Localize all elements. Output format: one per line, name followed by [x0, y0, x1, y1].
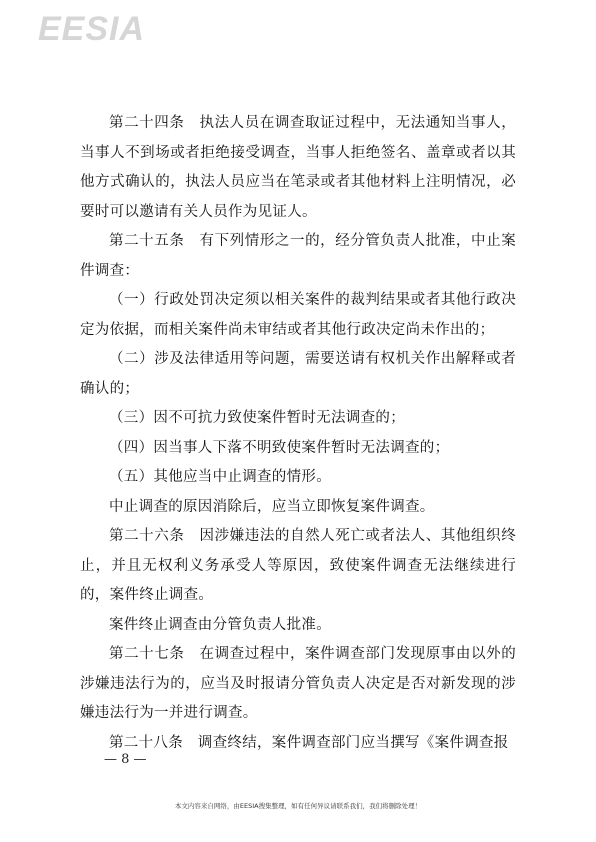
list-item-3: （三）因不可抗力致使案件暂时无法调查的；: [109, 410, 405, 426]
paragraph-resume-investigation: 中止调查的原因消除后，应当立即恢复案件调查。: [109, 498, 435, 515]
paragraph-termination-approval: 案件终止调查由分管负责人批准。: [109, 616, 331, 633]
footer-disclaimer: 本文内容来自网络，由EESIA搜集整理，如有任何异议请联系我们，我们将删除处理！: [174, 802, 422, 810]
paragraph-article-27: 第二十七条 在调查过程中，案件调查部门发现原事由以外的涉嫌违法行为的，应当及时报请分管负责人决定是否对新发现的涉嫌违法行为一并进行调查。: [80, 646, 516, 721]
list-item-1: （一）行政处罚决定须以相关案件的裁判结果或者其他行政决定为依据，而相关案件尚未审结或者其他行政决定尚未作出的；: [80, 292, 516, 338]
paragraph-article-24: 第二十四条 执法人员在调查取证过程中，无法通知当事人，当事人不到场或者拒绝接受调查，当事人拒绝签名、盖章或者以其他方式确认的，执法人员应当在笔录或者其他材料上注明情况，必要时可以邀请有关人员作为见证人。: [80, 115, 516, 220]
list-item-2: （二）涉及法律适用等问题，需要送请有权机关作出解释或者确认的；: [80, 351, 516, 397]
list-item-4: （四）因当事人下落不明致使案件暂时无法调查的；: [109, 439, 450, 456]
eesia-logo: EESIA: [38, 10, 146, 48]
document-body: [80, 109, 516, 758]
paragraph-article-26: 第二十六条 因涉嫌违法的自然人死亡或者法人、其他组织终止，并且无权利义务承受人等原因，致使案件调查无法继续进行的，案件终止调查。: [80, 528, 516, 603]
paragraph-article-25: 第二十五条 有下列情形之一的，经分管负责人批准，中止案件调查：: [80, 233, 516, 279]
paragraph-article-28: 第二十八条 调查终结，案件调查部门应当撰写《案件调查报: [109, 734, 509, 751]
page-number: — 8 —: [104, 752, 147, 767]
list-item-5: （五）其他应当中止调查的情形。: [109, 469, 331, 485]
